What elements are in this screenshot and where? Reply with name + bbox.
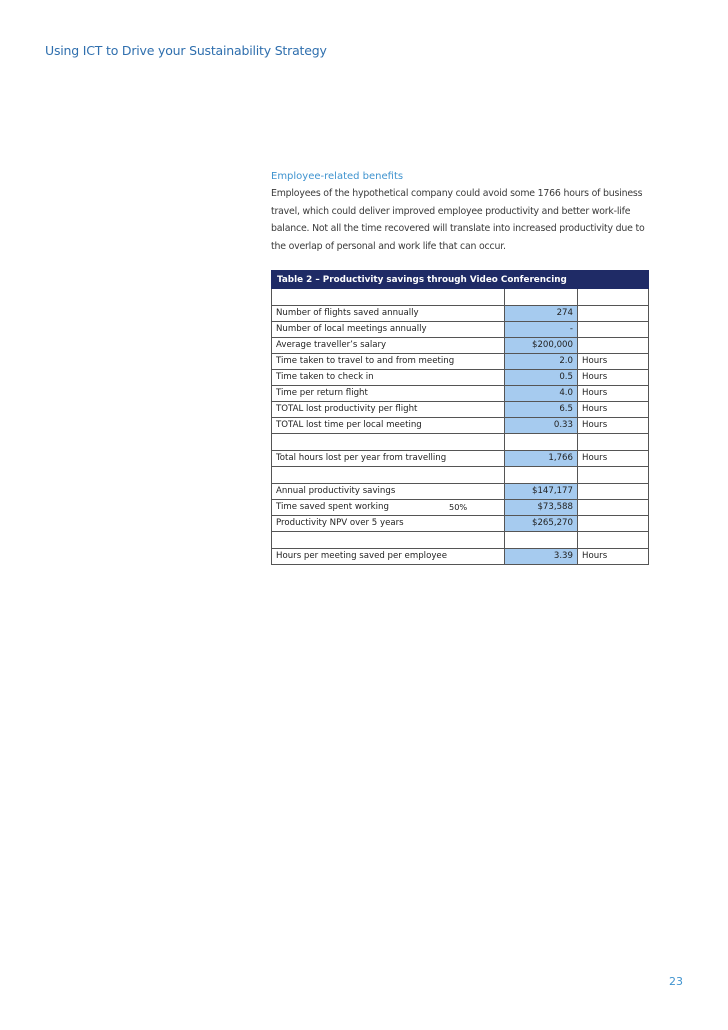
row-label: Hours per meeting saved per employee <box>272 549 505 564</box>
row-value <box>505 289 578 305</box>
table-title: Table 2 – Productivity savings through Video Conferencing <box>271 270 649 289</box>
row-unit <box>578 289 648 305</box>
row-label: Total hours lost per year from travelling <box>272 451 505 466</box>
table-row <box>271 306 649 322</box>
row-label <box>272 532 505 548</box>
row-unit: Hours <box>582 388 608 398</box>
row-label: Time taken to travel to and from meeting <box>272 354 505 369</box>
table-row <box>271 322 649 338</box>
row-value: 0.5 <box>505 370 578 385</box>
body-line: balance. Not all the time recovered will translate into increased productivity due to <box>271 223 645 235</box>
row-value: 274 <box>505 306 578 321</box>
table-row <box>271 451 649 467</box>
row-label: Average traveller’s salary <box>272 338 505 353</box>
row-unit <box>578 306 648 321</box>
row-label: TOTAL lost productivity per flight <box>272 402 505 417</box>
row-unit <box>578 500 648 515</box>
row-label: TOTAL lost time per local meeting <box>272 418 505 433</box>
table-row <box>271 532 649 549</box>
table-body <box>271 289 649 565</box>
row-unit: Hours <box>582 372 608 382</box>
row-label: Annual productivity savings <box>272 484 505 499</box>
row-unit: Hours <box>582 551 608 561</box>
row-label: Number of local meetings annually <box>272 322 505 337</box>
row-value <box>505 532 578 548</box>
row-value: - <box>505 322 578 337</box>
row-unit <box>578 532 648 548</box>
row-unit <box>578 484 648 499</box>
row-unit <box>578 516 648 531</box>
row-label: Time saved spent working 50% <box>272 500 505 515</box>
productivity-table <box>271 270 649 565</box>
row-label <box>272 467 505 483</box>
row-value: 4.0 <box>505 386 578 401</box>
row-value: 0.33 <box>505 418 578 433</box>
section-heading: Employee-related benefits <box>271 171 404 182</box>
table-row <box>271 402 649 418</box>
row-label: Number of flights saved annually <box>272 306 505 321</box>
table-row <box>271 484 649 500</box>
row-value: $73,588 <box>505 500 578 515</box>
row-unit: Hours <box>582 404 608 414</box>
row-value: $200,000 <box>505 338 578 353</box>
document-title: Using ICT to Drive your Sustainability Strategy <box>45 43 327 58</box>
table-row <box>271 370 649 386</box>
table-row <box>271 500 649 516</box>
row-value: $265,270 <box>505 516 578 531</box>
table-row <box>271 434 649 451</box>
table-row <box>271 338 649 354</box>
table-row <box>271 386 649 402</box>
row-value: 2.0 <box>505 354 578 369</box>
row-unit: Hours <box>582 420 608 430</box>
row-label: Productivity NPV over 5 years <box>272 516 505 531</box>
row-value: 1,766 <box>505 451 578 466</box>
row-label <box>272 434 505 450</box>
row-unit <box>578 338 648 353</box>
row-unit <box>578 322 648 337</box>
row-unit: Hours <box>582 356 608 366</box>
table-row <box>271 549 649 565</box>
row-label: Time per return flight <box>272 386 505 401</box>
table-row <box>271 354 649 370</box>
row-unit: Hours <box>582 453 608 463</box>
row-label <box>272 289 505 305</box>
page-number: 23 <box>669 975 683 988</box>
row-value <box>505 467 578 483</box>
table-row <box>271 289 649 306</box>
row-value <box>505 434 578 450</box>
table-row <box>271 418 649 434</box>
row-value: 3.39 <box>505 549 578 564</box>
row-unit <box>578 434 648 450</box>
row-value: 6.5 <box>505 402 578 417</box>
body-paragraph <box>271 185 651 255</box>
row-percentage: 50% <box>449 502 468 512</box>
body-line: the overlap of personal and work life that can occur. <box>271 240 506 252</box>
body-line: Employees of the hypothetical company could avoid some 1766 hours of business <box>271 188 643 199</box>
row-unit <box>578 467 648 483</box>
row-label: Time taken to check in <box>272 370 505 385</box>
body-line: travel, which could deliver improved employee productivity and better work-life <box>271 205 631 217</box>
row-value: $147,177 <box>505 484 578 499</box>
table-row <box>271 516 649 532</box>
table-row <box>271 467 649 484</box>
